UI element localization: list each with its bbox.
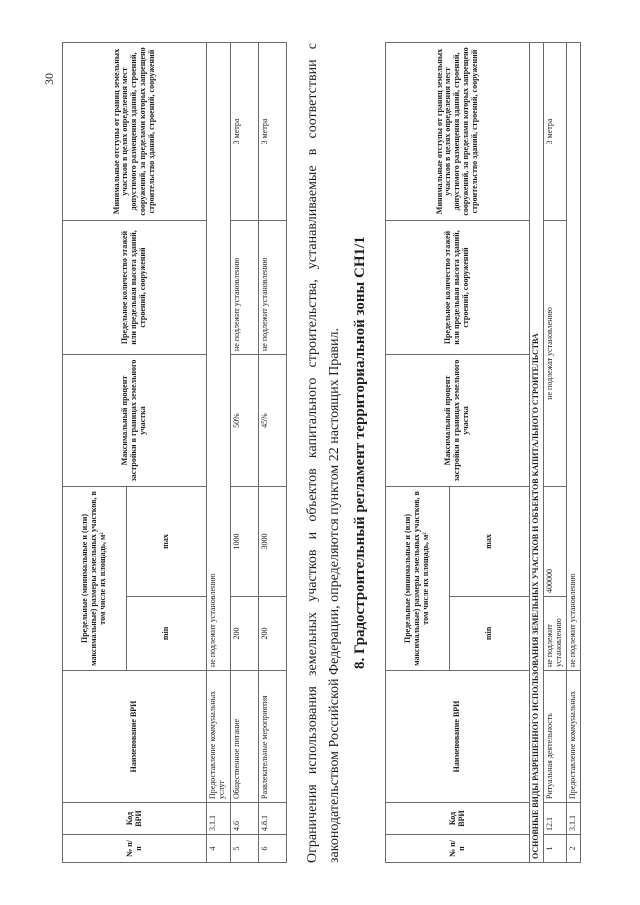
row-num: 1 [544,835,567,863]
col-num-header: № п/п [63,835,207,863]
col-code-header: Код ВРИ [63,803,207,835]
section-title-row: ОСНОВНЫЕ ВИДЫ РАЗРЕШЕННОГО ИСПОЛЬЗОВАНИЯ ЗЕМЕЛЬНЫХ УЧАСТКОВ И ОБЪЕКТОВ КАПИТАЛЬНОГО СТРОИТЕЛЬСТВА [530,43,544,863]
col-code-header: Код ВРИ [386,803,530,835]
row-name: Развлекательные мероприятия [259,671,287,803]
col-floors-header: Предельное количество этажей или предельная высота зданий, строений, сооружений [63,221,207,355]
col-size-header: Предельные (минимальные и (или) максимальные) размеры земельных участков, в том числе их площадь, м² [63,487,127,671]
row-num: 5 [231,835,259,863]
col-setback-header: Минимальные отступы от границ земельных участков в целях определения мест допустимого размещения зданий, строений, сооружений, за пределами которых запрещено строительство зданий, строений, сооружений [63,43,207,221]
row-code: 4.8.1 [259,803,287,835]
restrictions-paragraph: Ограничения использования земельных участков и объектов капитального строительства, устанавливаемые в соответствии с законодательством Российской Федерации, определяются пунктом 22 настоящих Правил. [305,43,342,863]
page-number: 30 [42,73,56,85]
row-code: 12.1 [544,803,567,835]
row-setback: 3 метра [231,43,259,221]
col-max-header: max [127,487,207,597]
table-row [566,43,580,863]
row-min: не подлежит установлению [544,597,567,671]
row-name: Предоставление коммунальных [566,671,580,803]
table-row [207,43,231,863]
row-floors: не подлежит установлению [231,221,259,355]
row-name: Ритуальная деятельность [544,671,567,803]
section-heading: 8. Градостроительный регламент территориальной зоны СН1/1 [352,236,368,669]
row-max: 3000 [259,487,287,597]
row-min: 200 [259,597,287,671]
row-max: 1000 [231,487,259,597]
row-max: 400000 [544,487,567,597]
row-merged: не подлежит установлению [566,43,580,671]
row-setback: 3 метра [544,43,567,221]
row-name: Предоставление коммунальных услуг [207,671,231,803]
col-percent-header: Максимальный процент застройки в границах земельного участка [63,355,207,487]
col-name-header: Наименование ВРИ [386,671,530,803]
table-row [259,43,287,863]
col-num-header: № п/п [386,835,530,863]
col-min-header: min [127,597,207,671]
col-floors-header: Предельное количество этажей или предельная высота зданий, строений, сооружений [386,221,530,355]
regulation-table-1 [62,42,287,863]
row-floors: не подлежит установлению [259,221,287,355]
col-size-header: Предельные (минимальные и (или) максимальные) размеры земельных участков, в том числе их площадь, м² [386,487,450,671]
row-num: 4 [207,835,231,863]
row-name: Общественное питание [231,671,259,803]
col-max-header: max [450,487,530,597]
row-num: 2 [566,835,580,863]
row-num: 6 [259,835,287,863]
col-name-header: Наименование ВРИ [63,671,207,803]
col-min-header: min [450,597,530,671]
row-code: 3.1.1 [207,803,231,835]
row-min: 200 [231,597,259,671]
row-code: 3.1.1 [566,803,580,835]
row-code: 4.6 [231,803,259,835]
col-percent-header: Максимальный процент застройки в границах земельного участка [386,355,530,487]
row-percent: 45% [259,355,287,487]
col-setback-header: Минимальные отступы от границ земельных участков в целях определения мест допустимого размещения зданий, строений, сооружений, за пределами которых запрещено строительство зданий, строений, сооружений [386,43,530,221]
row-merged: не подлежит установлению [207,43,231,671]
table-row [231,43,259,863]
regulation-table-2 [385,42,581,863]
row-setback: 3 метра [259,43,287,221]
table-row [544,43,567,863]
row-merged: не подлежат установлению [544,221,567,487]
row-percent: 50% [231,355,259,487]
